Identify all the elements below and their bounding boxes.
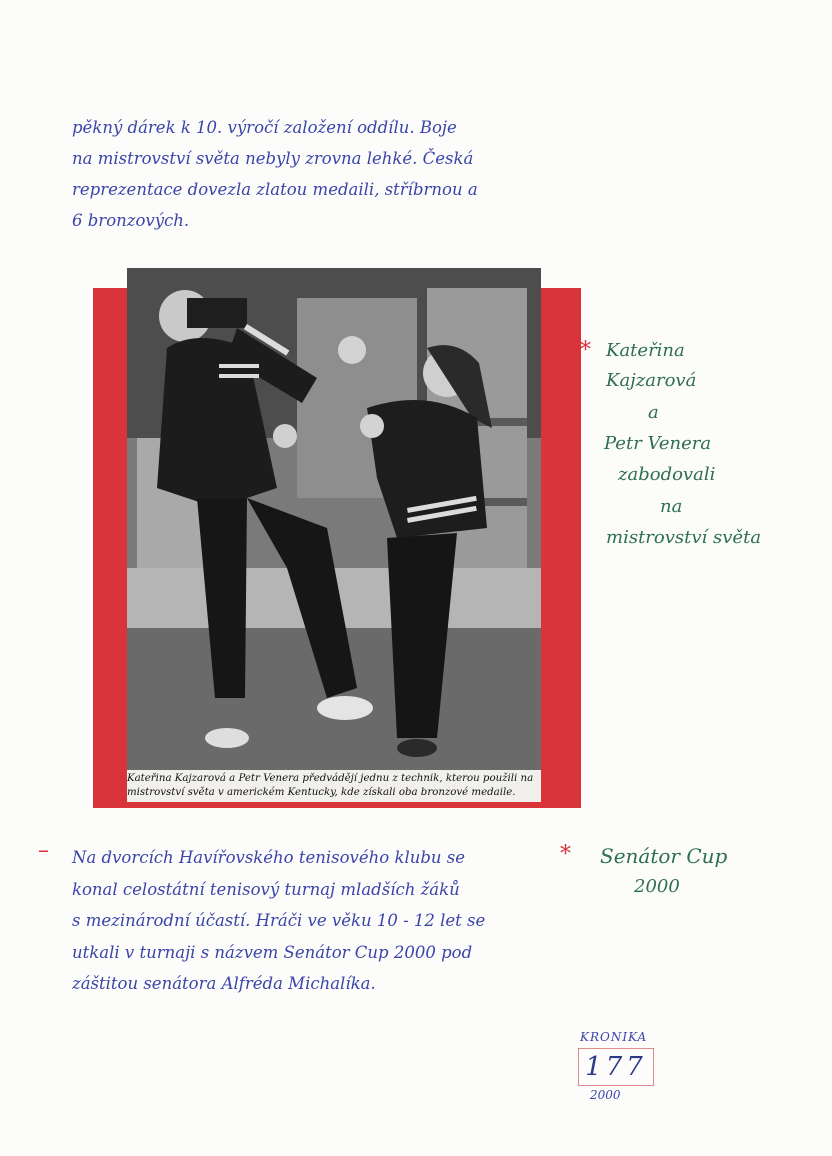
asterisk-icon: * [560,842,571,867]
asterisk-icon: * [580,338,591,363]
text-line: na mistrovství světa nebyly zrovna lehké. Česká [72,149,474,168]
text-line: s mezinárodní účastí. Hráči ve věku 10 - 12 let se [72,911,486,930]
side-note-line: Senátor Cup [600,844,728,868]
text-line: 6 bronzových. [72,211,190,230]
handwritten-paragraph-bottom [72,842,562,1000]
caption-line: Kateřina Kajzarová a Petr Venera předvádějí jednu z technik, kterou použili na [127,773,534,784]
side-note-line: a [648,402,659,423]
side-note-line: zabodovali [618,464,716,485]
stamp-year: 2000 [590,1088,621,1102]
handwritten-paragraph-top [72,112,572,236]
side-note-line: Petr Venera [604,433,712,454]
text-line: Na dvorcích Havířovského tenisového klubu se [72,848,466,867]
caption-line: mistrovství světa v americkém Kentucky, kde získali oba bronzové medaile. [127,787,516,798]
side-note-line: 2000 [634,876,680,897]
stamp-label: KRONIKA [580,1030,648,1044]
page-number-box [578,1048,654,1086]
side-note-line: Kateřina [606,340,685,361]
text-line: utkali v turnaji s názvem Senátor Cup 2000 pod [72,942,473,962]
side-note-line: na [660,496,683,517]
text-line: reprezentace dovezla zlatou medaili, stříbrnou a [72,180,478,199]
page-stamp [572,1030,668,1110]
text-line: záštitou senátora Alfréda Michalíka. [72,974,376,993]
photo-caption [127,770,541,802]
karate-photo-illustration [127,268,541,770]
dash-marker: – [38,838,49,863]
text-line: konal celostátní tenisový turnaj mladších žáků [72,879,460,899]
side-note-line: Kajzarová [606,370,697,391]
newspaper-photo [127,268,541,770]
page-number: 177 [585,1052,647,1082]
side-note-line: mistrovství světa [606,527,762,548]
text-line: pěkný dárek k 10. výročí založení oddílu. Boje [72,118,457,137]
